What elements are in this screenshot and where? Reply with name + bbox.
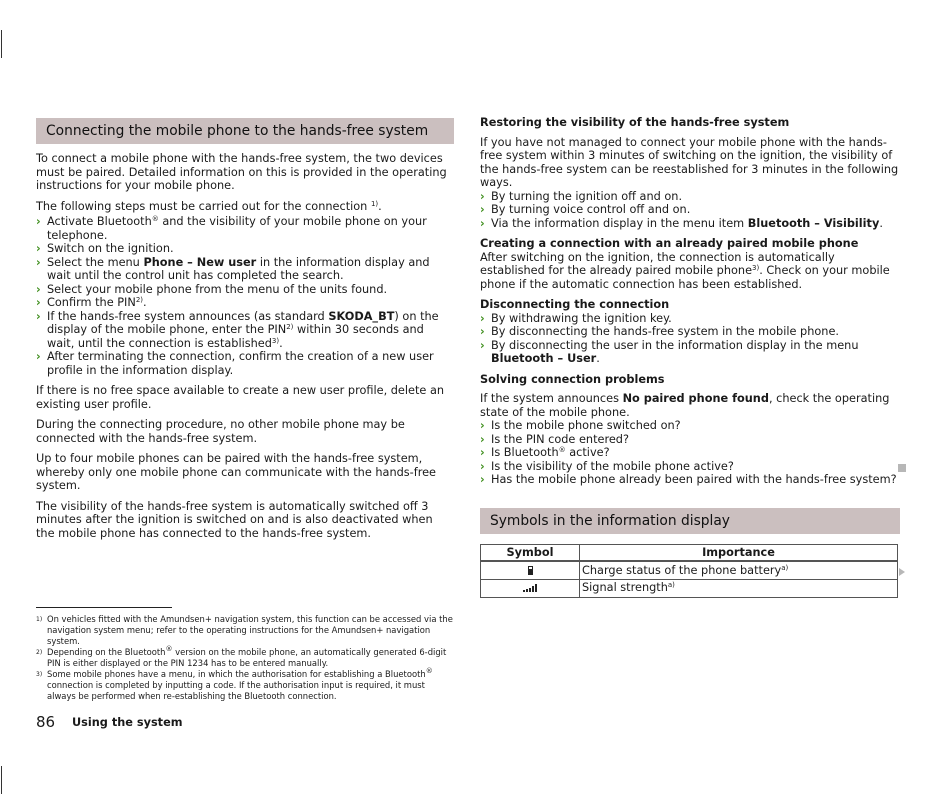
list-item: › Is the mobile phone switched on?	[480, 419, 681, 432]
section-heading-connecting: Connecting the mobile phone to the hands-free system	[36, 118, 454, 144]
arrow-bullet-icon: ›	[36, 282, 41, 296]
paragraph-no-space: If there is no free space available to create a new user profile, delete an existing user profile.	[36, 384, 445, 411]
paragraph-four-phones: Up to four mobile phones can be paired with the hands-free system, whereby only one mobile phone can communicate with the hands-free system.	[36, 452, 437, 492]
footnote-3: 3) Some mobile phones have a menu, in which the authorisation for establishing a Bluetooth® connection is completed by inputting a code. If the authorisation input is required, it must always be performed when re-establishing the Bluetooth connection.	[36, 667, 433, 701]
disconnect-heading: Disconnecting the connection	[480, 298, 670, 311]
section-end-marker	[898, 464, 906, 472]
arrow-bullet-icon: ›	[36, 350, 41, 363]
arrow-bullet-icon: ›	[36, 242, 41, 255]
continue-arrow-icon	[899, 568, 905, 576]
arrow-bullet-icon: ›	[480, 432, 485, 446]
arrow-bullet-icon: ›	[480, 446, 485, 459]
symbols-table	[480, 544, 898, 598]
restore-text: If you have not managed to connect your mobile phone with the hands-free system within 3 minutes of switching on the ignition, the visibility of the hands-free system can be reestablished for 3 minutes in the following ways.	[480, 135, 899, 189]
crop-mark-bottom	[1, 766, 2, 794]
intro-paragraph: To connect a mobile phone with the hands-free system, the two devices must be paired. Detailed information on this is provided in the operating instructions for your mobile phone.	[36, 152, 447, 192]
arrow-bullet-icon: ›	[36, 255, 41, 269]
symbol-cell	[481, 579, 580, 597]
list-item: › By withdrawing the ignition key.	[480, 311, 672, 325]
list-item: › After terminating the connection, confirm the creation of a new user profile in the information display.	[36, 350, 434, 377]
arrow-bullet-icon: ›	[480, 203, 485, 216]
list-item: › By disconnecting the hands-free system in the mobile phone.	[480, 325, 839, 338]
list-item: › By turning voice control off and on.	[480, 203, 691, 216]
list-item: › Activate Bluetooth® and the visibility of your mobile phone on your telephone.	[36, 215, 427, 242]
arrow-bullet-icon: ›	[480, 473, 485, 486]
solve-text: If the system announces No paired phone found, check the operating state of the mobile phone.	[480, 392, 890, 419]
signal-strength-icon	[523, 584, 537, 592]
arrow-bullet-icon: ›	[480, 325, 485, 338]
arrow-bullet-icon: ›	[480, 419, 485, 432]
list-item: › Confirm the PIN$^{2)}$.	[36, 296, 147, 309]
importance-cell: Charge status of the phone battery$^{a)}$	[580, 561, 898, 579]
list-item: › Select your mobile phone from the menu of the units found.	[36, 282, 388, 296]
arrow-bullet-icon: ›	[36, 309, 41, 323]
left-column	[36, 118, 454, 547]
disconnect-list	[480, 312, 900, 366]
right-column	[480, 116, 900, 598]
paragraph-visibility: The visibility of the hands-free system is automatically switched off 3 minutes after the ignition is switched on and is also deactivated when the mobile phone has connected to the hands-free system.	[36, 499, 433, 540]
list-item: › Has the mobile phone already been paired with the hands-free system?	[480, 473, 897, 486]
column-header-importance: Importance	[580, 544, 898, 561]
footnote-rule	[36, 607, 172, 608]
footnote-2: 2) Depending on the Bluetooth® version on the mobile phone, an automatically generated 6-digit PIN is either displayed or the PIN 1234 has to be entered manually.	[36, 645, 447, 668]
list-item: › Select the menu Phone – New user in the information display and wait until the control unit has completed the search.	[36, 255, 430, 282]
battery-icon	[528, 566, 533, 575]
arrow-bullet-icon: ›	[480, 189, 485, 203]
footnote-1: 1) On vehicles fitted with the Amundsen+ navigation system, this function can be accessed via the navigation system menu; refer to the operating instructions for the Amundsen+ navigation system.	[36, 614, 453, 646]
list-item: › If the hands-free system announces (as standard SKODA_BT) on the display of the mobile phone, enter the PIN$^{2)}$ within 30 seconds and wait, until the connection is established$^{3)}$.	[36, 309, 439, 350]
arrow-bullet-icon: ›	[480, 311, 485, 325]
list-item: › Is the PIN code entered?	[480, 432, 629, 446]
solve-list	[480, 419, 900, 487]
crop-mark-top	[1, 30, 2, 58]
list-item: › By turning the ignition off and on.	[480, 189, 683, 203]
list-item: › Via the information display in the menu item Bluetooth – Visibility.	[480, 216, 883, 230]
list-item: › Switch on the ignition.	[36, 242, 174, 255]
table-row	[481, 579, 898, 597]
paired-text: After switching on the ignition, the connection is automatically established for the already paired mobile phone$^{3)}$. Check on your mobile phone if the automatic connection has been established.	[480, 250, 890, 291]
arrow-bullet-icon: ›	[480, 459, 485, 473]
restore-heading: Restoring the visibility of the hands-free system	[480, 116, 790, 129]
footnotes	[36, 614, 454, 702]
paired-heading: Creating a connection with an already paired mobile phone	[480, 237, 859, 250]
column-header-symbol: Symbol	[481, 544, 580, 561]
table-row	[481, 561, 898, 579]
symbol-cell	[481, 561, 580, 579]
table-header-row	[481, 544, 898, 561]
section-heading-symbols: Symbols in the information display	[480, 508, 900, 534]
connection-steps-list	[36, 215, 454, 377]
arrow-bullet-icon: ›	[36, 296, 41, 309]
paragraph-during: During the connecting procedure, no other mobile phone may be connected with the hands-free system.	[36, 418, 405, 445]
arrow-bullet-icon: ›	[36, 215, 41, 228]
steps-intro: The following steps must be carried out for the connection $^{1)}$.	[36, 199, 382, 213]
list-item: › By disconnecting the user in the information display in the menu Bluetooth – User.	[480, 338, 859, 365]
restore-list	[480, 190, 900, 231]
list-item: › Is Bluetooth® active?	[480, 446, 610, 459]
arrow-bullet-icon: ›	[480, 338, 485, 352]
solve-heading: Solving connection problems	[480, 372, 665, 386]
footer-section-title: Using the system	[72, 716, 183, 729]
importance-cell: Signal strength$^{a)}$	[580, 579, 898, 597]
arrow-bullet-icon: ›	[480, 216, 485, 230]
page-number: 86	[36, 713, 56, 731]
list-item: › Is the visibility of the mobile phone active?	[480, 459, 734, 473]
